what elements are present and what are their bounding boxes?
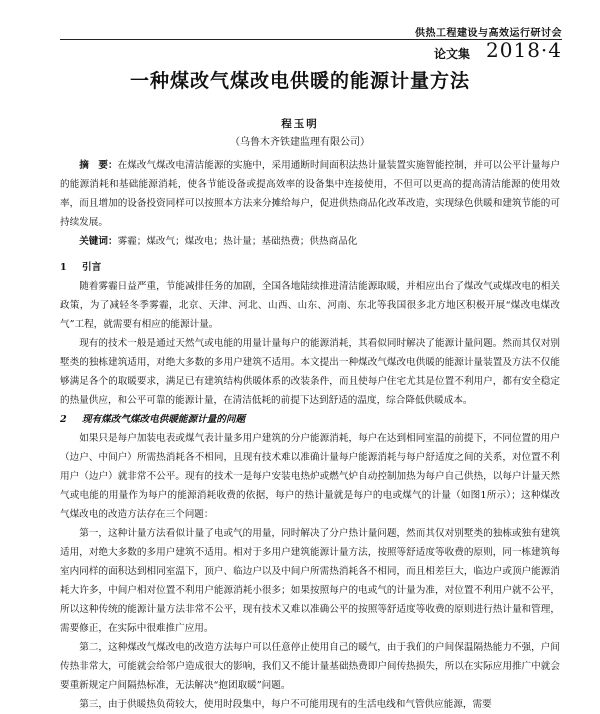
paragraph: 如果只是每户加装电表或煤气表计量多用户建筑的分户能源消耗，每户在达到相同室温的前提下，不同位置的用户（边户、中间户）所需热消耗各不相同，且现有技术难以准确计量每户能源消耗与每户舒适度之间的关系，对位置不利用户（边户）就非常不公平。现有的技术一是每户安装电热炉或燃气炉自动控制加热为每户自己供热，以每户计量天然气或电能的用量作为每户的能源消耗收费的依据，每户的热计量就是每户的电或煤气的计量（如图1所示）；这种煤改气煤改电的改造方法存在三个问题： <box>60 433 560 520</box>
abstract-block <box>60 156 560 251</box>
author-name: 程玉明 <box>281 118 319 130</box>
section-title: 引言 <box>82 262 102 273</box>
paragraph: 第一，这种计量方法看似计量了电或气的用量，同时解决了分户热计量问题，然而其仅对别墅类的独栋或独有建筑适用，对绝大多数的多用户建筑不适用。相对于多用户建筑能源计量方法，按照等舒适度等收费的原则，同一栋建筑每室内同样的面积达到相同室温下，顶户、临边户以及中间户所需热消耗各不相同，而且相差巨大，临边户或顶户能源消耗大许多，中间户相对位置不利用户能源消耗小很多；如果按照每户的电或气的计量为准，对位置不利用户就不公平，所以这种传统的能源计量方法非常不公平，现有技术又难以准确公平的按照等舒适度等收费的原则进行热计量和管理，需要修正，在实际中很难推广应用。 <box>60 528 560 634</box>
keywords <box>60 232 560 251</box>
keywords-label: 关键词： <box>79 236 118 247</box>
journal-name: 供热工程建设与高效运行研讨会 <box>415 28 562 39</box>
paragraph: 现有的技术一般是通过天然气或电能的用量计量每户的能源消耗，其看似同时解决了能源计量问题。然而其仅对别墅类的独栋建筑适用，对绝大多数的多用户建筑不适用。本文提出一种煤改气煤改电供暖的能源计量装置及方法不仅能够满足各个的取暖要求，满足已有建筑结构供暖体系的改装条件，而且使每户住宅尤其是位置不利用户，都有安全稳定的热量供应，和公平可靠的能源计量，在清洁低耗的前提下达到舒适的温度，综合降低供暖成本。 <box>60 338 560 406</box>
abstract-text: 在煤改气煤改电清洁能源的实施中，采用通断时间面积法热计量装置实施智能控制，并可以公平计量每户的能源消耗和基础能源消耗，使各节能设备或提高效率的设备集中连接使用，不但可以更高的提高清洁能源的使用效率，而且增加的设备投资同样可以按照本方法来分摊给每户，促进供热商品化改革改造，实现绿色供暖和建筑节能的可持续发展。 <box>60 160 561 228</box>
section-number: 2 <box>60 414 67 425</box>
main-body <box>60 258 560 714</box>
section-heading <box>60 410 560 429</box>
paragraph: 第三，由于供暖热负荷较大，使用时段集中，每户不可能用现有的生活电线和气管供应能源，需要 <box>79 699 492 710</box>
section-label: 论文集 <box>433 47 470 61</box>
section-heading <box>60 258 560 277</box>
paragraph: 随着雾霾日益严重，节能减排任务的加剧，全国各地陆续推进清洁能源取暖，并相应出台了煤改气或煤改电的相关政策，为了减轻冬季雾霾，北京、天津、河北、山西、山东、河南、东北等我国很多北方地区积极开展“煤改电煤改气”工程，就需要有相应的能源计量。 <box>60 281 560 330</box>
section-number: 1 <box>60 262 67 273</box>
keywords-text: 雾霾；煤改气；煤改电；热计量；基础热费；供热商品化 <box>117 236 358 247</box>
issue-number: 2018·4 <box>486 38 562 62</box>
author-affiliation: （乌鲁木齐铁建监理有限公司） <box>230 137 370 148</box>
abstract <box>60 156 560 232</box>
paper-title: 一种煤改气煤改电供暖的能源计量方法 <box>129 70 470 92</box>
section-title: 现有煤改气煤改电供暖能源计量的问题 <box>82 414 246 425</box>
paragraph: 第二，这种煤改气煤改电的改造方法每户可以任意停止使用自己的暖气，由于我们的户间保温隔热能力不强，户间传热非常大，可能就会给邻户造成很大的影响，我们又不能计量基础热费即户间传热损失，所以在实际应用推广中就会要重新规定户间隔热标准，无法解决“抱团取暖”问题。 <box>60 642 560 691</box>
abstract-label: 摘 要： <box>79 160 118 171</box>
